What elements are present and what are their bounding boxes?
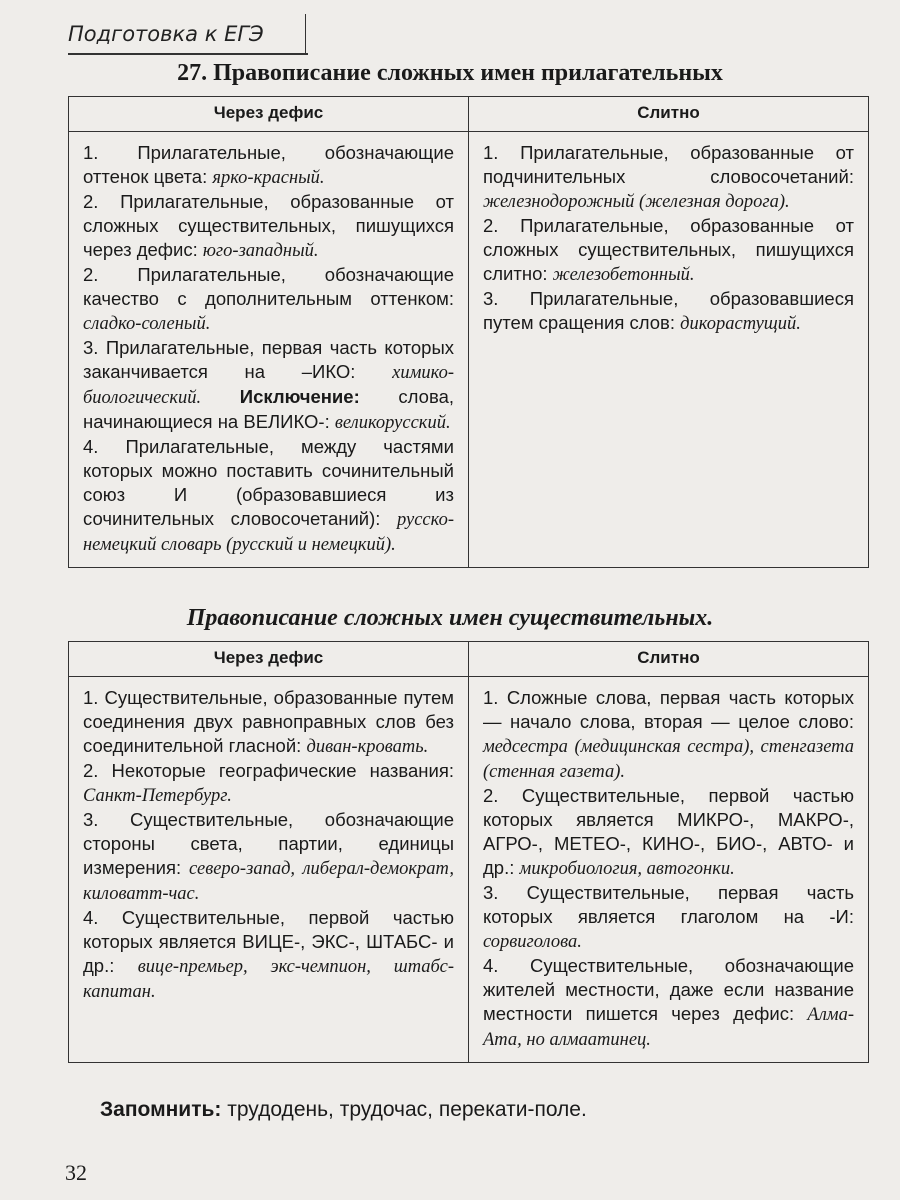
col-hyphen-header: Через дефис (69, 642, 469, 677)
rule-item: 3. Прилагательные, образовавшиеся путем сращения слов: дикорастущий. (483, 288, 854, 334)
rule-item: 1. Существительные, образованные путем соединения двух равноправных слов без соединительной гласной: диван-кровать. (83, 687, 454, 757)
rule-item: 3. Существительные, обозначающие стороны света, партии, единицы измерения: северо-запад, либерал-демократ, киловатт-час. (83, 809, 454, 904)
col-hyphen-header: Через дефис (69, 97, 469, 132)
rule-item: 1. Прилагательные, образованные от подчинительных словосочетаний: железнодорожный (железная дорога). (483, 142, 854, 212)
hyphen-rules-cell (69, 132, 469, 568)
hyphen-rules-cell (69, 677, 469, 1063)
rule-item: 2. Некоторые географические названия: Санкт-Петербург. (83, 760, 454, 806)
memo-text: трудодень, трудочас, перекати-поле. (221, 1098, 587, 1121)
memo-line (100, 1098, 587, 1122)
solid-rules-cell (469, 677, 869, 1063)
rule-item: 1. Сложные слова, первая часть которых — начало слова, вторая — целое слово: медсестра (медицинская сестра), стенгазета (стенная газета). (483, 687, 854, 782)
adjectives-table (68, 96, 869, 568)
rule-item: 3. Прилагательные, первая часть которых заканчивается на –ИКО: химико-биологический. Исключение: слова, начинающиеся на ВЕЛИКО-: великорусский. (83, 337, 454, 433)
section2-title: Правописание сложных имен существительных. (186, 605, 714, 631)
rule-item: 2. Прилагательные, обозначающие качество с дополнительным оттенком: сладко-соленый. (83, 264, 454, 334)
col-solid-header: Слитно (469, 97, 869, 132)
header-rule (68, 53, 308, 55)
page-number: 32 (65, 1160, 87, 1185)
col-solid-header: Слитно (469, 642, 869, 677)
memo-label: Запомнить: (100, 1098, 222, 1121)
header-label: Подготовка к ЕГЭ (68, 22, 264, 46)
header-divider (305, 14, 306, 54)
rule-item: 2. Прилагательные, образованные от сложных существительных, пишущихся через дефис: юго-западный. (83, 191, 454, 261)
section1-title: 27. Правописание сложных имен прилагательных (177, 60, 723, 86)
rule-item: 4. Прилагательные, между частями которых можно поставить сочинительный союз И (образовавшиеся из сочинительных словосочетаний): русско-немецкий словарь (русский и немецкий). (83, 436, 454, 555)
nouns-table (68, 641, 869, 1063)
rule-item: 3. Существительные, первая часть которых является глаголом на -И: сорвиголова. (483, 882, 854, 952)
rule-item: 1. Прилагательные, обозначающие оттенок цвета: ярко-красный. (83, 142, 454, 188)
rule-item: 4. Существительные, обозначающие жителей местности, даже если название местности пишется через дефис: Алма-Ата, но алмаатинец. (483, 955, 854, 1050)
rule-item: 2. Существительные, первой частью которых является МИКРО-, МАКРО-, АГРО-, МЕТЕО-, КИНО-, БИО-, АВТО- и др.: микробиология, автогонки. (483, 785, 854, 879)
solid-rules-cell (469, 132, 869, 568)
rule-item: 4. Существительные, первой частью которых является ВИЦЕ-, ЭКС-, ШТАБС- и др.: вице-премьер, экс-чемпион, штабс-капитан. (83, 907, 454, 1002)
rule-item: 2. Прилагательные, образованные от сложных существительных, пишущихся слитно: железобетонный. (483, 215, 854, 285)
